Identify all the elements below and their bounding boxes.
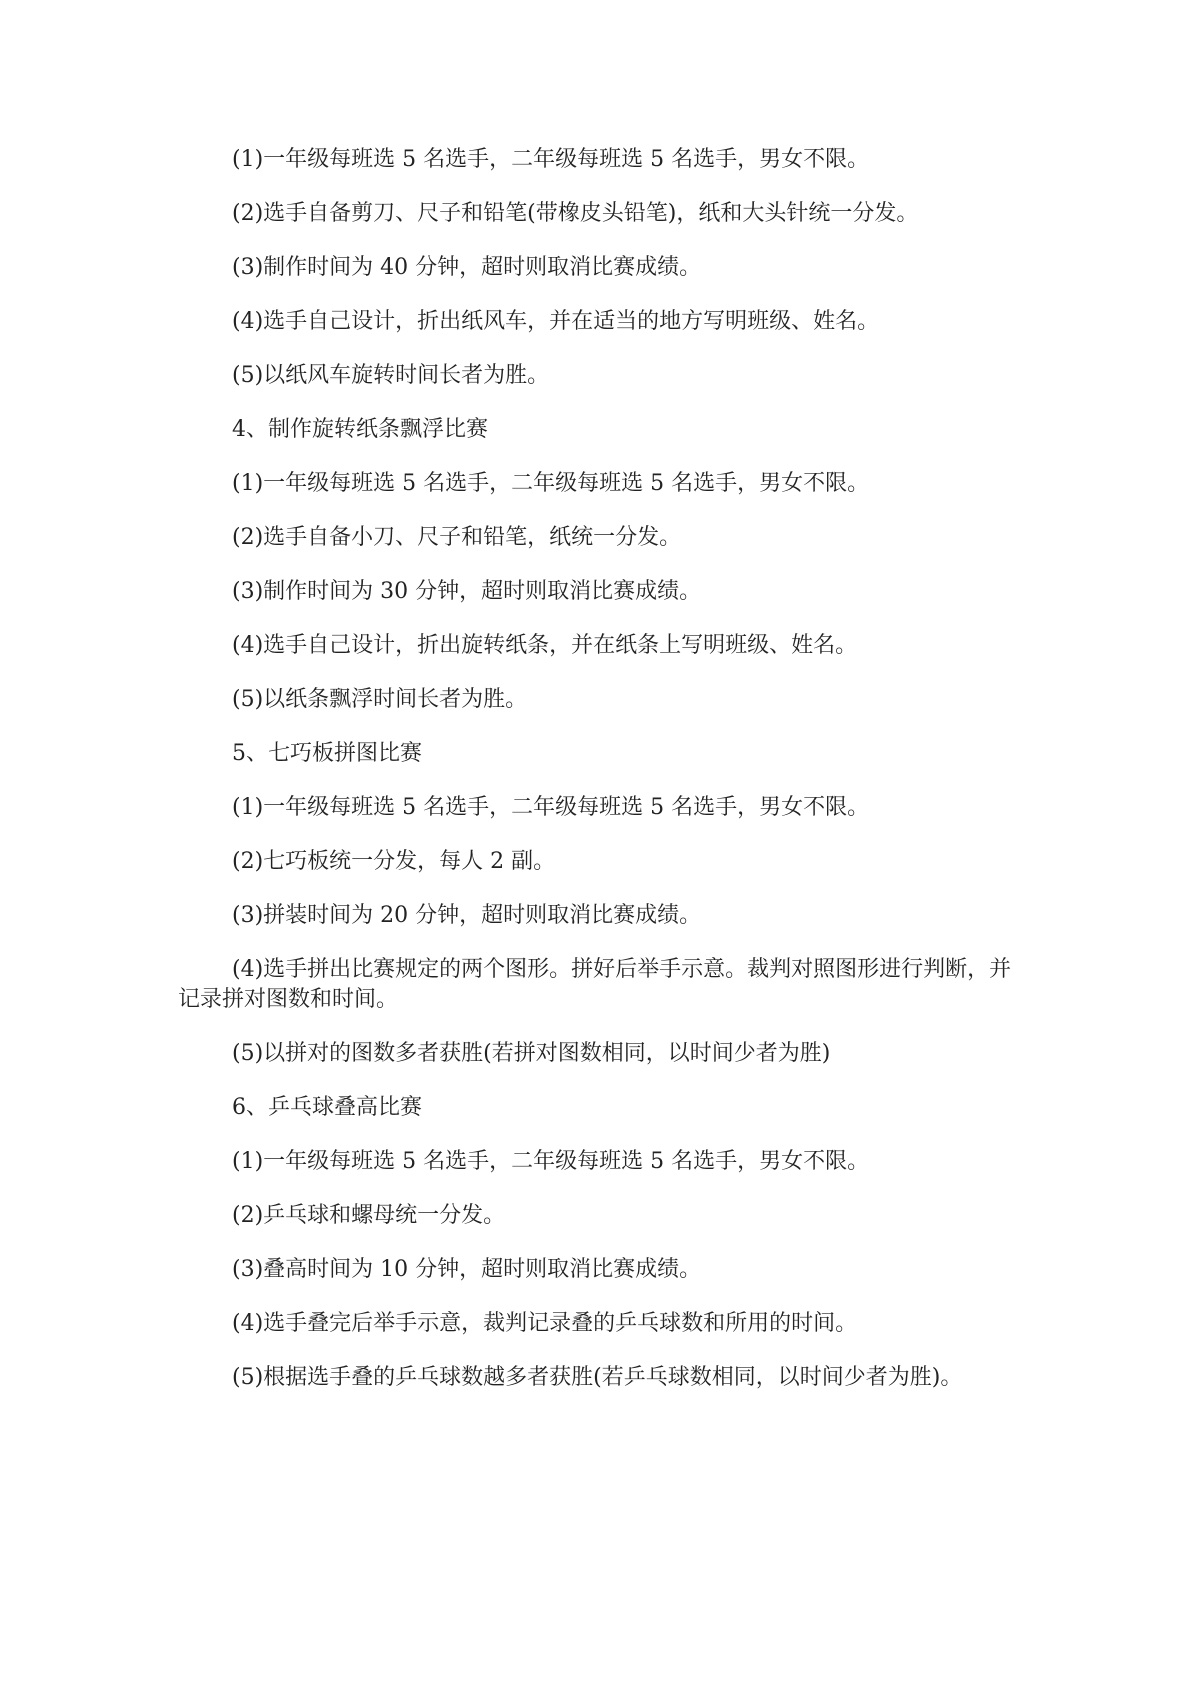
rule-paragraph: (5)以纸条飘浮时间长者为胜。	[232, 687, 528, 712]
rule-paragraph: (1)一年级每班选 5 名选手，二年级每班选 5 名选手，男女不限。	[232, 471, 870, 496]
rule-paragraph: (1)一年级每班选 5 名选手，二年级每班选 5 名选手，男女不限。	[232, 1149, 870, 1174]
rule-paragraph: (4)选手自己设计，折出旋转纸条，并在纸条上写明班级、姓名。	[232, 633, 858, 658]
rule-paragraph: (4)选手自己设计，折出纸风车，并在适当的地方写明班级、姓名。	[232, 309, 880, 334]
rule-paragraph: (5)以拼对的图数多者获胜(若拼对图数相同，以时间少者为胜)	[232, 1041, 831, 1066]
rule-paragraph: (3)叠高时间为 10 分钟，超时则取消比赛成绩。	[232, 1257, 702, 1282]
document-body	[178, 133, 1013, 1405]
rule-paragraph: (2)七巧板统一分发，每人 2 副。	[232, 849, 556, 874]
section-heading: 6、乒乓球叠高比赛	[232, 1095, 422, 1120]
rule-paragraph: (4)选手拼出比赛规定的两个图形。拼好后举手示意。裁判对照图形进行判断，并记录拼对图数和时间。	[178, 957, 1012, 1012]
rule-paragraph: (3)制作时间为 30 分钟，超时则取消比赛成绩。	[232, 579, 702, 604]
rule-paragraph: (1)一年级每班选 5 名选手，二年级每班选 5 名选手，男女不限。	[232, 795, 870, 820]
rule-paragraph: (3)制作时间为 40 分钟，超时则取消比赛成绩。	[232, 255, 702, 280]
rule-paragraph: (5)根据选手叠的乒乓球数越多者获胜(若乒乓球数相同，以时间少者为胜)。	[232, 1365, 963, 1390]
rule-paragraph: (2)选手自备剪刀、尺子和铅笔(带橡皮头铅笔)，纸和大头针统一分发。	[232, 201, 919, 226]
rule-paragraph: (1)一年级每班选 5 名选手，二年级每班选 5 名选手，男女不限。	[232, 147, 870, 172]
section-heading: 4、制作旋转纸条飘浮比赛	[232, 417, 488, 442]
section-heading: 5、七巧板拼图比赛	[232, 741, 422, 766]
rule-paragraph: (5)以纸风车旋转时间长者为胜。	[232, 363, 550, 388]
rule-paragraph: (3)拼装时间为 20 分钟，超时则取消比赛成绩。	[232, 903, 702, 928]
rule-paragraph: (2)选手自备小刀、尺子和铅笔，纸统一分发。	[232, 525, 682, 550]
rule-paragraph: (4)选手叠完后举手示意，裁判记录叠的乒乓球数和所用的时间。	[232, 1311, 858, 1336]
rule-paragraph: (2)乒乓球和螺母统一分发。	[232, 1203, 506, 1228]
